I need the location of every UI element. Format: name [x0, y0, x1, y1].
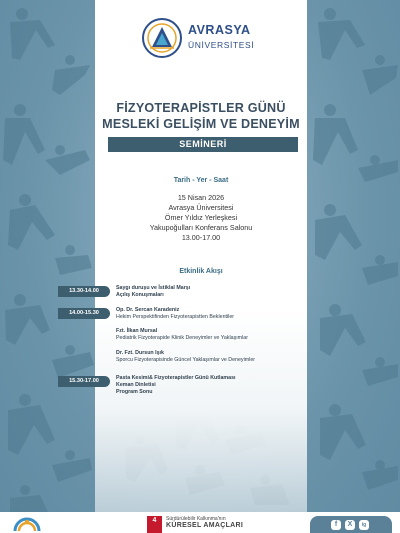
details-heading: Tarih - Yer - Saat	[173, 177, 229, 184]
agenda-line: Saygı duruşu ve İstiklal Marşı	[116, 285, 191, 291]
agenda-time: 13.30-14.00	[58, 286, 110, 297]
agenda-line: Keman Dinletisi	[116, 382, 156, 389]
agenda-line: Program Sonu	[116, 389, 153, 396]
faculty-logo-icon	[12, 514, 42, 533]
agenda-text	[116, 307, 316, 321]
agenda-line: Hekim Perspektifinden Fizyoterapistten Beklentiler	[116, 314, 235, 321]
university-logo-icon	[142, 18, 182, 58]
agenda-line: Sporcu Fizyoterapisinde Güncel Yaklaşımlar ve Deneyimler	[116, 357, 256, 364]
university-name: AVRASYA	[188, 23, 251, 37]
page-title-line2: MESLEKİ GELİŞİM VE DENEYİM	[102, 117, 300, 131]
venue-line1: Avrasya Üniversitesi	[168, 203, 234, 212]
instagram-icon[interactable]: ig	[359, 520, 369, 530]
sdg-goal-badge: 4	[147, 516, 162, 533]
facebook-icon[interactable]: f	[331, 520, 341, 530]
university-subtitle: ÜNİVERSİTESİ	[188, 40, 255, 50]
sdg-caption: Sürdürülebilir Kalkınma'nın	[166, 516, 226, 522]
agenda-line: Pediatrik Fizyoterapide Klinik Deneyimler ve Yaklaşımlar	[116, 335, 248, 342]
agenda-text	[116, 375, 316, 397]
venue-line3: Yakupoğulları Konferans Salonu	[149, 223, 253, 232]
x-twitter-icon[interactable]: X	[345, 520, 355, 530]
agenda-line: Açılış Konuşmaları	[116, 292, 164, 299]
venue-line2: Ömer Yıldız Yerleşkesi	[164, 213, 238, 222]
agenda-text	[116, 350, 316, 364]
agenda-time: 14.00-15.30	[58, 308, 110, 319]
agenda-line: Dr. Fzt. Dursun Işık	[116, 350, 164, 356]
agenda-line: Fzt. İlkan Mursal	[116, 328, 158, 334]
agenda-time: 15.30-17.00	[58, 376, 110, 387]
agenda-text	[116, 328, 316, 342]
agenda-heading: Etkinlik Akışı	[179, 268, 223, 275]
event-date: 15 Nisan 2026	[177, 193, 225, 202]
agenda-line: Op. Dr. Sercan Karadeniz	[116, 307, 180, 313]
content-panel	[95, 0, 307, 512]
agenda-line: Pasta Kesimi& Fizyoterapistler Günü Kutlaması	[116, 375, 236, 381]
agenda-text	[116, 285, 316, 299]
sdg-title: KÜRESEL AMAÇLARI	[166, 522, 244, 529]
page-title-line1: FİZYOTERAPİSTLER GÜNÜ	[116, 101, 286, 115]
title-banner: SEMİNERİ	[108, 137, 298, 152]
event-time: 13.00-17.00	[181, 233, 221, 242]
